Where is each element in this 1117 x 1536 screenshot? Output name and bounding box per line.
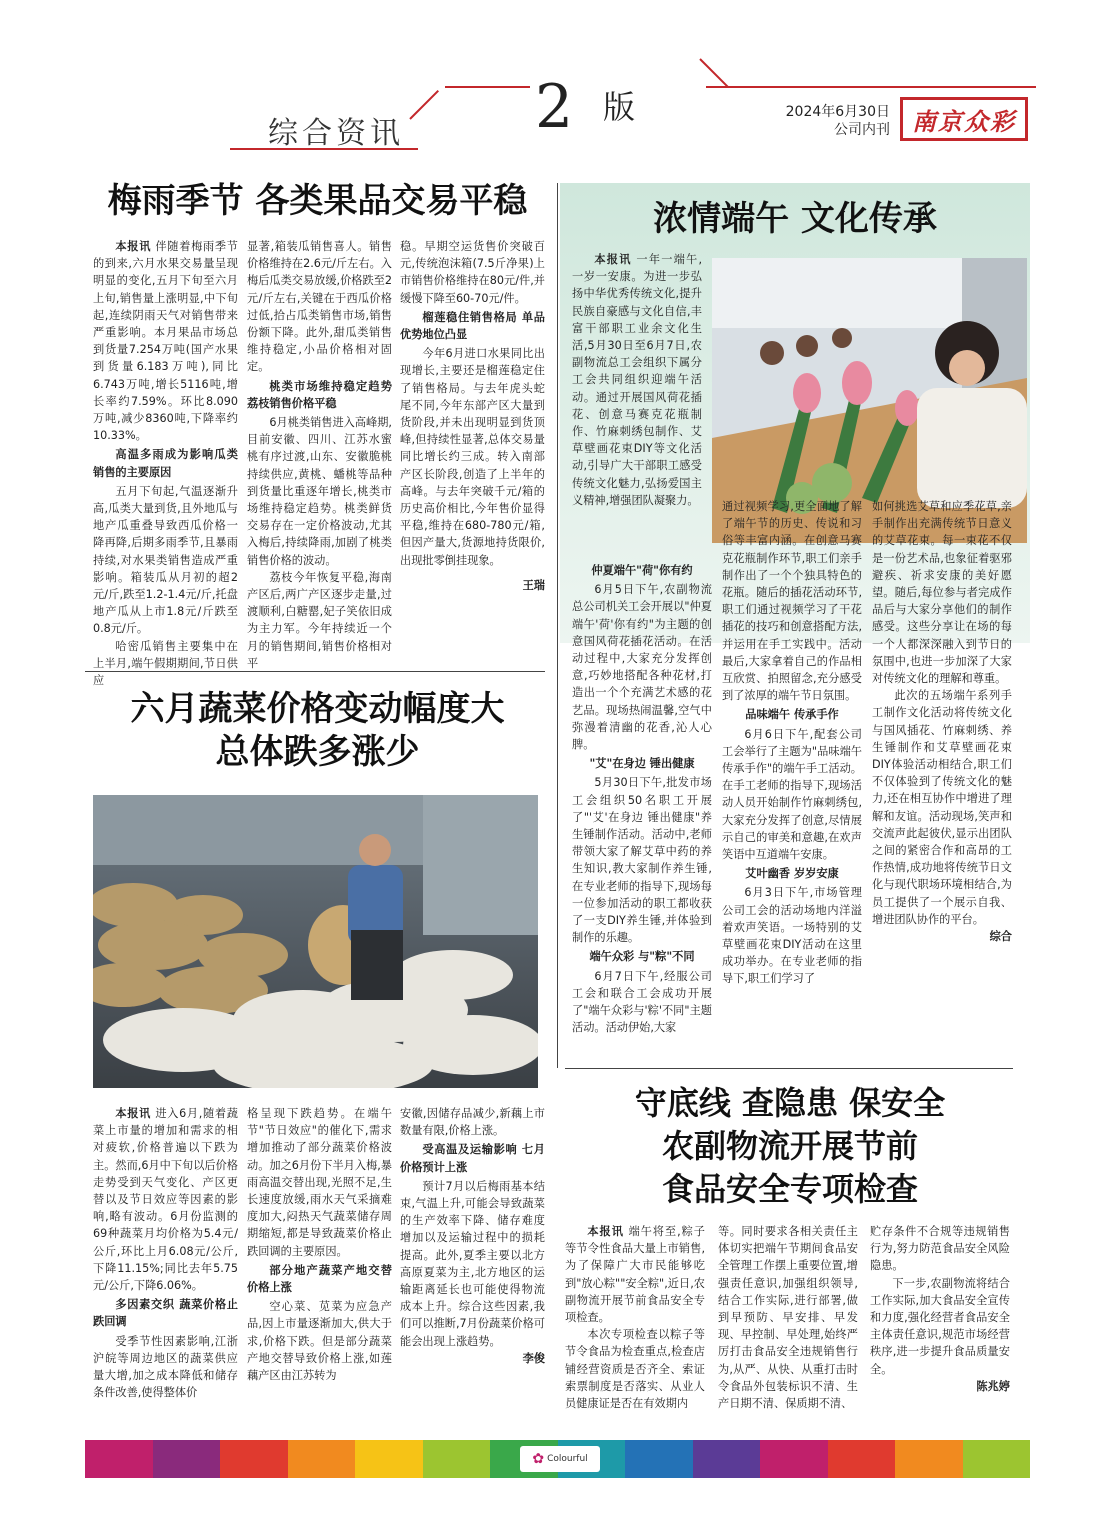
paragraph: 预计7月以后梅雨基本结束,气温上升,可能会导致蔬菜的生产效率下降、储存难度增加以及运输过程中的损耗提高。此外,夏季主要以北方高原夏菜为主,北方地区的运输距离延长也可能使得物流成本上升。综合这些因素,我们可以推断,7月份蔬菜价格可能会出现上涨趋势。: [400, 1179, 545, 1348]
color-stripe: [693, 1440, 761, 1478]
paragraph: 等。同时要求各相关责任主体切实把端午节期间食品安全管理工作摆上重要位置,增强责任意识,加强组织领导,结合工作实际,进行部署,做到早预防、早安排、早发现、早控制、早处理,始终严厉打击食品安全违规销售行为,从严、从快、从重打击时令食品外包装标识不清、生产日期不清、保质期不清、: [718, 1225, 858, 1411]
paragraph: 下一步,农副物流将结合工作实际,加大食品安全宣传和力度,强化经营者食品安全主体责任意识,规范市场经营秩序,进一步提升食品质量安全。: [870, 1276, 1010, 1376]
article2-col3: [400, 1105, 545, 1367]
article3-author: 综合: [989, 930, 1012, 944]
article2-lead: 本报讯: [115, 1107, 152, 1120]
header-line-left-slant: [409, 90, 439, 120]
article4-col2: [718, 1223, 858, 1412]
article2-sub1: 多因素交织 蔬菜价格止跌回调: [93, 1298, 238, 1329]
paragraph: 今年6月进口水果同比出现增长,主要还是榴莲稳定住了销售格局。与去年虎头蛇尾不同,今年东部产区大量到货阶段,并未出现明显到货顶峰,但持续性显著,总体交易量同比增长约三成。转入南部产区长阶段,创造了上半年的高峰。与去年突破千元/箱的历史高价相比,今年售价显得平稳,维持在680-780元/箱,但因产量大,货源地持货限价,出现批零倒挂现象。: [400, 347, 545, 567]
article1-author: 王瑞: [522, 578, 545, 592]
color-stripe: [828, 1440, 896, 1478]
newspaper-logo: 南京众彩: [900, 97, 1028, 141]
article2-col2: [247, 1105, 392, 1384]
color-stripe: [153, 1440, 221, 1478]
article3-col2: [722, 498, 862, 988]
header-line-top-right: [706, 86, 1036, 88]
color-stripe: [85, 1440, 153, 1478]
color-stripe: [288, 1440, 356, 1478]
edition-suffix: 版: [603, 88, 636, 126]
article1-sub2: 桃类市场维持稳定趋势 荔枝销售价格平稳: [247, 379, 392, 410]
article3-sub1: 仲夏端午"荷"你有约: [591, 564, 693, 577]
article3-col0: [572, 251, 702, 509]
article1-col1: [93, 238, 238, 689]
paragraph: 稳。早期空运货售价突破百元,传统泡沫箱(7.5斤净果)上市销售价格维持在80元/件,并缓慢下降至60-70元/件。: [400, 240, 545, 305]
article2-col1: [93, 1105, 238, 1401]
article3-sub5: 艾叶幽香 岁岁安康: [745, 867, 839, 881]
article3-col3: [872, 498, 1012, 945]
issue-note: 公司内刊: [834, 122, 890, 138]
article4-title-line1: 守底线 查隐患 保安全: [634, 1084, 946, 1122]
color-stripe: [355, 1440, 423, 1478]
footer-brand-text: Colourful: [547, 1454, 588, 1464]
article3-title: 浓情端午 文化传承: [653, 199, 937, 239]
color-stripe: [760, 1440, 828, 1478]
article1-lead: 本报讯: [115, 240, 152, 253]
article2-title: [85, 688, 550, 773]
paragraph: 贮存条件不合规等违规销售行为,努力防范食品安全风险隐患。: [870, 1225, 1010, 1273]
paragraph: 6月3日下午,市场管理公司工会的活动场地内洋溢着欢声笑语。一场特别的艾草壁画花束DIY活动在这里成功举办。在专业老师的指导下,职工们学习了: [722, 886, 862, 986]
article4-col3: [870, 1223, 1010, 1395]
paragraph: 进入6月,随着蔬菜上市量的增加和需求的相对疲软,价格普遍以下跌为主。然而,6月中下旬以后价格走势受到天气变化、产区更替以及节日效应等因素的影响,略有波动。6月份监测的69种蔬菜月均价格为5.4元/公斤,环比上月6.08元/公斤,下降11.15%;同比去年5.75元/公斤,下降6.06%。: [93, 1107, 238, 1293]
color-stripe: [423, 1440, 491, 1478]
divider-vertical: [557, 183, 558, 1068]
issue-date: 2024年6月30日: [785, 104, 890, 120]
paragraph: 伴随着梅雨季节的到来,六月水果交易量呈现明显的变化,五月下旬至六月上旬,销售量上涨明显,中下旬起,连续阴雨天气对销售带来严重影响。本月果品市场总到货量7.254万吨(国产水果到货量6.183万吨),同比6.743万吨,增长5116吨,增长率约7.59%。环比8.090万吨,减少8360吨,下降率约10.33%。: [93, 240, 238, 443]
article3-col1: [572, 560, 712, 1036]
divider-article1: [85, 671, 545, 672]
color-stripe: [625, 1440, 693, 1478]
color-stripe: [963, 1440, 1031, 1478]
article3-sub3: 端午众彩 与"粽"不同: [589, 950, 695, 964]
article2-sub2: 部分地产蔬菜产地交替价格上涨: [247, 1263, 392, 1295]
paragraph: 五月下旬起,气温逐渐升高,瓜类大量到货,且外地瓜与地产瓜重叠导致西瓜价格一降再降,后期多雨季节,且暴雨持续,对水果类销售造成严重影响。箱装瓜从月初的超2元/斤,跌至1.2-1.4元/斤,托盘地产瓜从上市1.8元/斤跌至0.8元/斤。: [93, 484, 238, 636]
paragraph: 受季节性因素影响,江浙沪皖等周边地区的蔬菜供应量大增,加之成本降低和储存条件改善,使得整体价: [93, 1334, 238, 1400]
article2-author: 李俊: [522, 1351, 545, 1365]
article4-col1: [565, 1223, 705, 1412]
paragraph: 此次的五场端午系列手工制作文化活动将传统文化与国风插花、竹麻刺绣、养生锤制作和艾草壁画花束DIY体验活动相结合,职工们不仅体验到了传统文化的魅力,还在相互协作中增进了理解和友谊。活动现场,笑声和交流声此起彼伏,显示出团队之间的紧密合作和高昂的工作热情,成功地将传统节日文化与现代职场环境相结合,为员工提供了一个展示自我、增进团队协作的平台。: [872, 689, 1012, 926]
article2-sub3: 受高温及运输影响 七月价格预计上涨: [400, 1143, 545, 1174]
paragraph: 荔枝今年恢复平稳,海南产区后,两广产区逐步走量,过渡顺利,白糖罂,妃子笑依旧成为主力军。今年持续近一个月的销售期间,销售价格相对平: [247, 570, 392, 670]
paragraph: 显著,箱装瓜销售喜人。销售价格维持在2.6元/斤左右。入梅后瓜类交易放缓,价格跌至2元/斤左右,关键在于西瓜价格过低,拾占瓜类销售市场,销售份额下降。此外,甜瓜类销售维持稳定,小品价格相对固定。: [247, 240, 392, 374]
paragraph: 安徽,因储存品减少,新藕上市数量有限,价格上涨。: [400, 1107, 545, 1138]
paragraph: 6月6日下午,配套公司工会举行了主题为"品味端午 传承手作"的端午手工活动。在手工老师的指导下,现场活动人员开始制作竹麻刺绣包,大家充分发挥了创意,尽情展示自己的审美和意趣,在欢声笑语中互道端午安康。: [722, 727, 862, 862]
article4-author: 陈兆婷: [976, 1379, 1010, 1393]
article3-sub2: "艾"在身边 锤出健康: [589, 757, 695, 771]
paragraph: 哈密瓜销售主要集中在上半月,端午假期期间,节日供应: [93, 639, 238, 688]
paragraph: 6月桃类销售进入高峰期,目前安徽、四川、江苏水蜜桃有序过渡,山东、安徽脆桃持续供应,黄桃、蟠桃等品种到货量比重逐年增长,桃类市场维持稳定趋势。桃类鲜货交易存在一定价格波动,尤其入梅后,持续降雨,加剧了桃类销售价格的波动。: [247, 416, 392, 567]
paragraph: 5月30日下午,批发市场工会组织50名职工开展了"'艾'在身边 锤出健康"养生锤制作活动。活动中,老师带领大家了解艾草中药的养生知识,教大家制作养生锤,在专业老师的指导下,现场每一位参加活动的职工都收获了一支DIY养生锤,并体验到制作的乐趣。: [572, 776, 712, 945]
paragraph: 如何挑选艾草和应季花草,亲手制作出充满传统节日意义的艾草花束。每一束花不仅是一份艺术品,也象征着驱邪避疾、祈求安康的美好愿望。随后,每位参与者完成作品后与大家分享他们的制作感受。这些分享让在场的每一个人都深深融入到节日的氛围中,也进一步加深了大家对传统文化的理解和尊重。: [872, 500, 1012, 686]
footer-brand: [520, 1446, 600, 1472]
paragraph: 空心菜、苋菜为应急产品,因上市量逐渐加大,供大于求,价格下跌。但是部分蔬菜产地交替导致价格上涨,如莲藕产区由江苏转为: [247, 1300, 392, 1383]
article2-title-line2: 总体跌多涨少: [215, 731, 420, 772]
section-name: 综合资讯: [268, 116, 404, 151]
header-line-top-left: [445, 86, 530, 88]
header-line-right-slant: [699, 58, 729, 88]
article1-col3: [400, 238, 545, 594]
paragraph: 6月5日下午,农副物流总公司机关工会开展以"仲夏端午'荷'你有约"为主题的创意国风荷花插花活动。在活动过程中,大家充分发挥创意,巧妙地搭配各种花材,打造出一个个充满艺术感的花艺品。现场热闹温馨,空气中弥漫着清幽的花香,沁人心脾。: [572, 583, 712, 752]
paragraph: 格呈现下跌趋势。在端午节"节日效应"的催化下,需求增加推动了部分蔬菜价格波动。加之6月份下半月入梅,暴雨高温交替出现,光照不足,生长速度放缓,雨水天气采摘难度加大,闷热天气蔬菜储存周期缩短,都是导致蔬菜价格止跌回调的主要原因。: [247, 1107, 392, 1258]
divider-article3: [565, 1068, 1013, 1069]
article4-title: [565, 1082, 1015, 1211]
article1-sub1: 高温多雨成为影响瓜类销售的主要原因: [93, 448, 238, 479]
color-stripe: [220, 1440, 288, 1478]
article4-title-line3: 食品安全专项检查: [661, 1170, 918, 1208]
paragraph: 一年一端午,一岁一安康。为进一步弘扬中华优秀传统文化,提升民族自豪感与文化自信,丰富干部职工业余文化生活,5月30日至6月7日,农副物流总工会组织下属分工会共同组织迎端午活动。通过开展国风荷花插花、创意马赛克花瓶制作、竹麻刺绣包制作、艾草壁画花束DIY等文化活动,引导广大干部职工感受传统文化魅力,弘扬爱国主义精神,增强团队凝聚力。: [572, 253, 702, 507]
vegetable-market-photo: [93, 795, 538, 1088]
article1-title: 梅雨季节 各类果品交易平稳: [107, 181, 528, 221]
article1-col2: [247, 238, 392, 672]
paragraph: 6月7日下午,经服公司工会和联合工会成功开展了"端午众彩与'粽'不同"主题活动。活动伊始,大家: [572, 969, 712, 1035]
paragraph: 通过视频学习,更全面地了解了端午节的历史、传说和习俗等丰富内涵。在创意马赛克花瓶制作环节,职工们亲手制作出了一个个独具特色的花瓶。随后的插花活动环节,职工们通过视频学习了干花插花的技巧和创意搭配方法,并运用在手工实践中。活动最后,大家拿着自己的作品相互欣赏、拍照留念,充分感受到了浓厚的端午节日氛围。: [722, 500, 862, 703]
issue-date-block: [760, 103, 890, 139]
article1-sub3: 榴莲稳住销售格局 单品优势地位凸显: [400, 310, 545, 342]
article4-lead: 本报讯: [587, 1225, 624, 1238]
article2-title-line1: 六月蔬菜价格变动幅度大: [130, 689, 505, 729]
vegetable-market-illustration: [93, 795, 538, 1088]
color-stripe: [895, 1440, 963, 1478]
paragraph: 端午将至,粽子等节令性食品大量上市销售,为了保障广大市民能够吃到"放心粽""安全粽",近日,农副物流开展节前食品安全专项检查。: [565, 1225, 705, 1325]
flower-logo-icon: ✿: [532, 1451, 545, 1467]
article3-sub4: 品味端午 传承手作: [745, 708, 839, 722]
paragraph: 本次专项检查以粽子等节令食品为检查重点,检查店铺经营资质是否齐全、索证索票制度是否落实、从业人员健康证是否在有效期内: [565, 1328, 705, 1411]
article3-lead: 本报讯: [594, 253, 632, 266]
article4-title-line2: 农副物流开展节前: [661, 1127, 918, 1165]
edition-number: 2: [535, 72, 574, 142]
